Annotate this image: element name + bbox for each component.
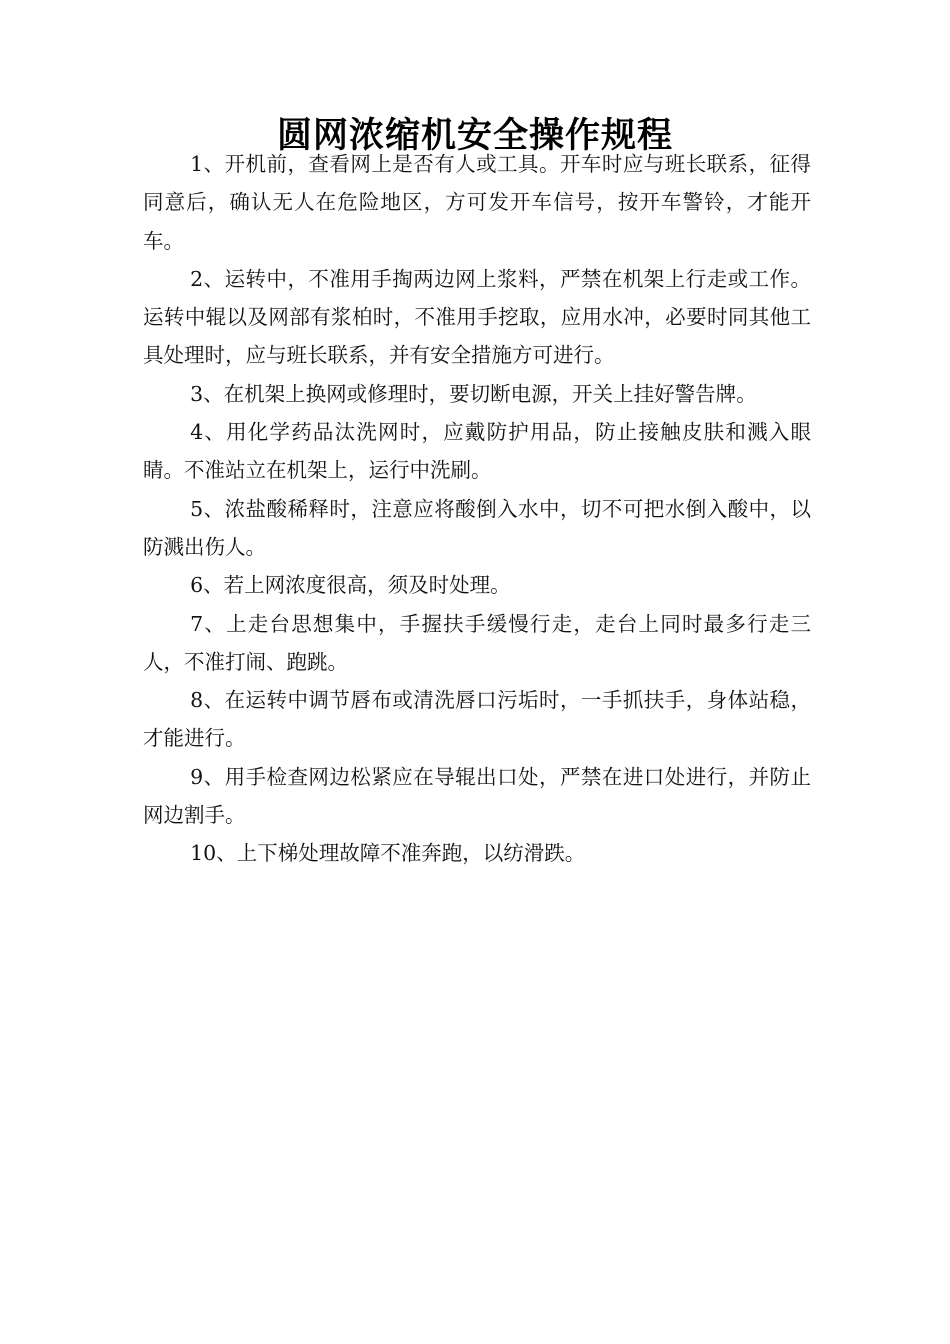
- rule-item-5: 5、浓盐酸稀释时，注意应将酸倒入水中，切不可把水倒入酸中，以防溅出伤人。: [143, 496, 811, 559]
- rule-item-2: 2、运转中，不准用手掏两边网上浆料，严禁在机架上行走或工作。运转中辊以及网部有浆柏时，不准用手挖取，应用水冲，必要时同其他工具处理时，应与班长联系，并有安全措施方可进行。: [143, 266, 811, 368]
- rule-item-3: 3、在机架上换网或修理时，要切断电源，开关上挂好警告牌。: [190, 381, 757, 406]
- rule-item-7: 7、上走台思想集中，手握扶手缓慢行走，走台上同时最多行走三人，不准打闹、跑跳。: [143, 611, 811, 674]
- rule-item-8: 8、在运转中调节唇布或清洗唇口污垢时，一手抓扶手，身体站稳，才能进行。: [143, 688, 811, 751]
- rule-item-6: 6、若上网浓度很高，须及时处理。: [190, 573, 511, 598]
- document-body: [143, 145, 811, 873]
- rule-item-1: 1、开机前，查看网上是否有人或工具。开车时应与班长联系，征得同意后，确认无人在危险地区，方可发开车信号，按开车警铃，才能开车。: [143, 152, 811, 253]
- rule-item-4: 4、用化学药品汰洗网时，应戴防护用品，防止接触皮肤和溅入眼睛。不准站立在机架上，运行中洗刷。: [143, 420, 811, 483]
- rule-item-9: 9、用手检查网边松紧应在导辊出口处，严禁在进口处进行，并防止网边割手。: [143, 764, 811, 828]
- rule-item-10: 10、上下梯处理故障不准奔跑，以纺滑跌。: [190, 841, 586, 866]
- document-title: 圆网浓缩机安全操作规程: [276, 116, 673, 157]
